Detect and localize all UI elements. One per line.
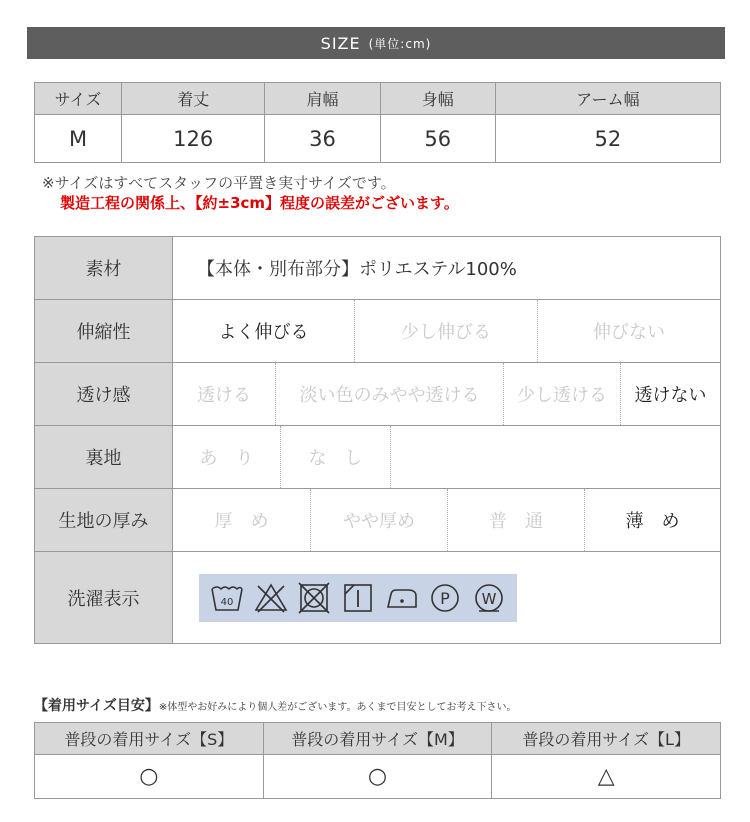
lining-label: 裏地 (35, 426, 173, 488)
fit-col-header: 普段の着用サイズ【S】 (35, 723, 264, 755)
line-dry-shade-icon (340, 580, 376, 616)
iron-low-icon (384, 580, 420, 616)
material-label: 素材 (35, 237, 173, 299)
thickness-option: 薄 め (625, 511, 680, 532)
fit-table (34, 722, 721, 799)
fit-guide-heading: 【着用サイズ目安】 (34, 698, 159, 714)
size-col-header: アーム幅 (495, 83, 720, 115)
wash-40-icon (209, 580, 245, 616)
thickness-option: やや厚め (311, 489, 448, 551)
size-col-header: サイズ (35, 83, 122, 115)
size-col-header: 肩幅 (265, 83, 380, 115)
sheer-option: 淡い色のみやや透ける (276, 363, 504, 425)
fit-mark: ○ (35, 755, 264, 799)
no-bleach-icon (253, 580, 289, 616)
size-cell: 52 (495, 115, 720, 163)
size-table-header-row (35, 83, 721, 115)
stretch-option: よく伸びる (173, 300, 355, 362)
care-row (35, 552, 720, 643)
sheer-option: 少し透ける (504, 363, 621, 425)
size-col-header: 着丈 (122, 83, 265, 115)
stretch-row (35, 300, 720, 363)
tolerance-warning: 製造工程の関係上、【約±3cm】程度の誤差がございます。 (60, 194, 459, 212)
size-table (34, 82, 721, 163)
fit-col-header: 普段の着用サイズ【L】 (492, 723, 721, 755)
lining-row (35, 426, 720, 489)
lining-option: あ り (173, 426, 281, 488)
fit-guide-title (34, 695, 516, 715)
size-cell: 126 (122, 115, 265, 163)
sheer-label: 透け感 (35, 363, 173, 425)
fit-mark: △ (492, 755, 721, 799)
dry-clean-letter: P (440, 588, 451, 608)
size-unit: (単位:cm) (368, 36, 432, 51)
fabric-table (34, 236, 721, 644)
sheer-row (35, 363, 720, 426)
table-row (35, 755, 721, 799)
size-cell: 36 (265, 115, 380, 163)
fit-header-row (35, 723, 721, 755)
wash-temp: 40 (220, 596, 234, 608)
fit-mark: ○ (263, 755, 492, 799)
sheer-option: 透けない (634, 385, 707, 406)
size-header (27, 27, 725, 59)
material-row (35, 237, 720, 300)
stretch-option: 少し伸びる (355, 300, 538, 362)
sheer-option: 透ける (173, 363, 276, 425)
care-label-strip (199, 574, 517, 622)
size-title: SIZE (320, 33, 361, 53)
thickness-label: 生地の厚み (35, 489, 173, 551)
lining-option: な し (281, 426, 391, 488)
care-label: 洗濯表示 (35, 552, 173, 643)
stretch-label: 伸縮性 (35, 300, 173, 362)
table-row (35, 115, 721, 163)
wet-clean-w-icon (471, 580, 507, 616)
thickness-row (35, 489, 720, 552)
stretch-option: 伸びない (593, 322, 665, 343)
size-col-header: 身幅 (380, 83, 495, 115)
thickness-option: 普 通 (448, 489, 585, 551)
thickness-option: 厚 め (173, 489, 311, 551)
measurement-note: ※サイズはすべてスタッフの平置き実寸サイズです。 (42, 174, 396, 192)
wet-clean-letter: W (481, 589, 497, 608)
no-tumble-dry-icon (296, 580, 332, 616)
size-cell: 56 (380, 115, 495, 163)
fit-guide-note: ※体型やお好みにより個人差がございます。あくまで目安としてお考え下さい。 (158, 702, 517, 713)
dry-clean-p-icon (427, 580, 463, 616)
material-value: 【本体・別布部分】ポリエステル100% (197, 259, 517, 280)
fit-col-header: 普段の着用サイズ【M】 (263, 723, 492, 755)
size-cell: M (35, 115, 122, 163)
